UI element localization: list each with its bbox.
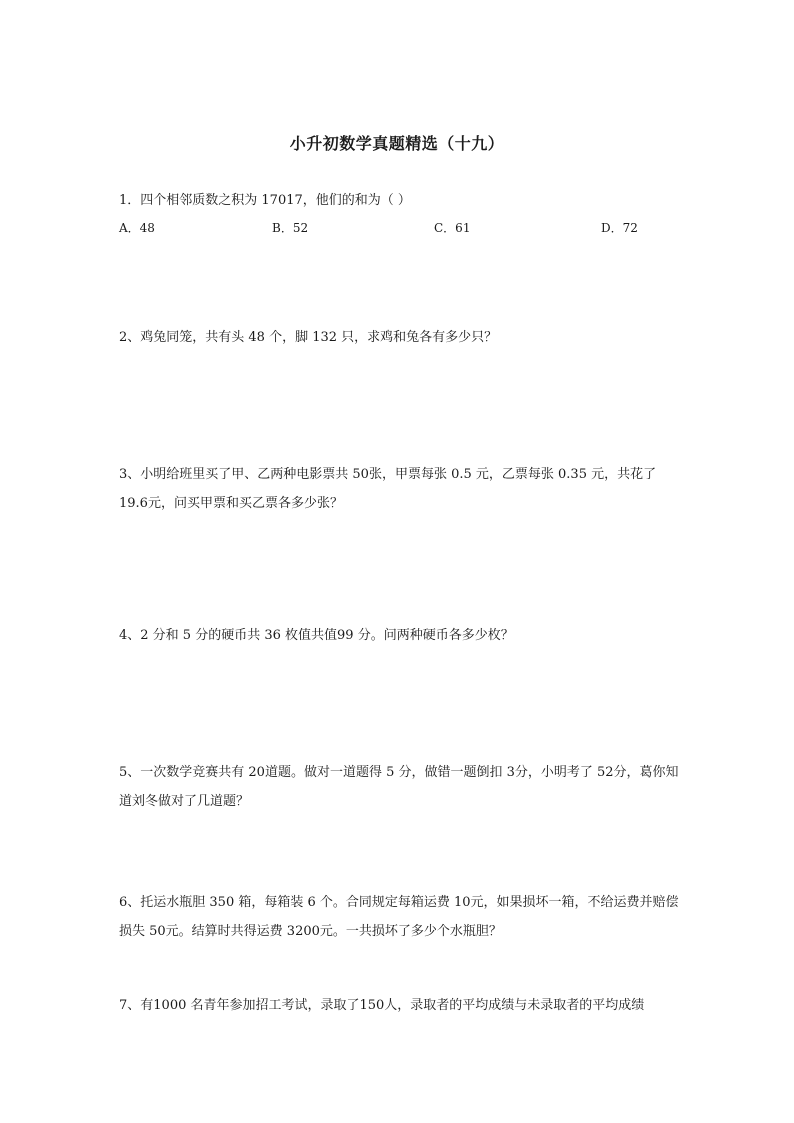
question-6: 6、托运水瓶胆 350 箱，每箱装 6 个。合同规定每箱运费 10元，如果损坏一箱，不给运费并赔偿损失 50元。结算时共得运费 3200元。一共损坏了多少个水瓶胆？ [119, 895, 679, 939]
question-7: 7、有1000 名青年参加招工考试，录取了150人，录取者的平均成绩与未录取者的平均成绩 [119, 998, 645, 1013]
option-c: C．61 [434, 221, 471, 235]
question-5: 5、一次数学竞赛共有 20道题。做对一道题得 5 分，做错一题倒扣 3分，小明考了 52分，葛你知道刘冬做对了几道题？ [119, 765, 679, 809]
question-1: 1．四个相邻质数之积为 17017，他们的和为（ ） [119, 193, 411, 208]
question-1-options [0, 219, 794, 241]
question-3: 3、小明给班里买了甲、乙两种电影票共 50张，甲票每张 0.5 元，乙票每张 0.35 元，共花了 19.6元，问买甲票和买乙票各多少张？ [119, 467, 657, 511]
page-title: 小升初数学真题精选（十九） [289, 134, 505, 153]
option-a: A．48 [119, 221, 155, 235]
option-b: B．52 [272, 221, 309, 235]
question-4: 4、2 分和 5 分的硬币共 36 枚值共值99 分。问两种硬币各多少枚？ [119, 628, 514, 643]
option-d: D．72 [601, 221, 638, 235]
question-2: 2、鸡兔同笼，共有头 48 个，脚 132 只，求鸡和兔各有多少只？ [119, 330, 498, 345]
